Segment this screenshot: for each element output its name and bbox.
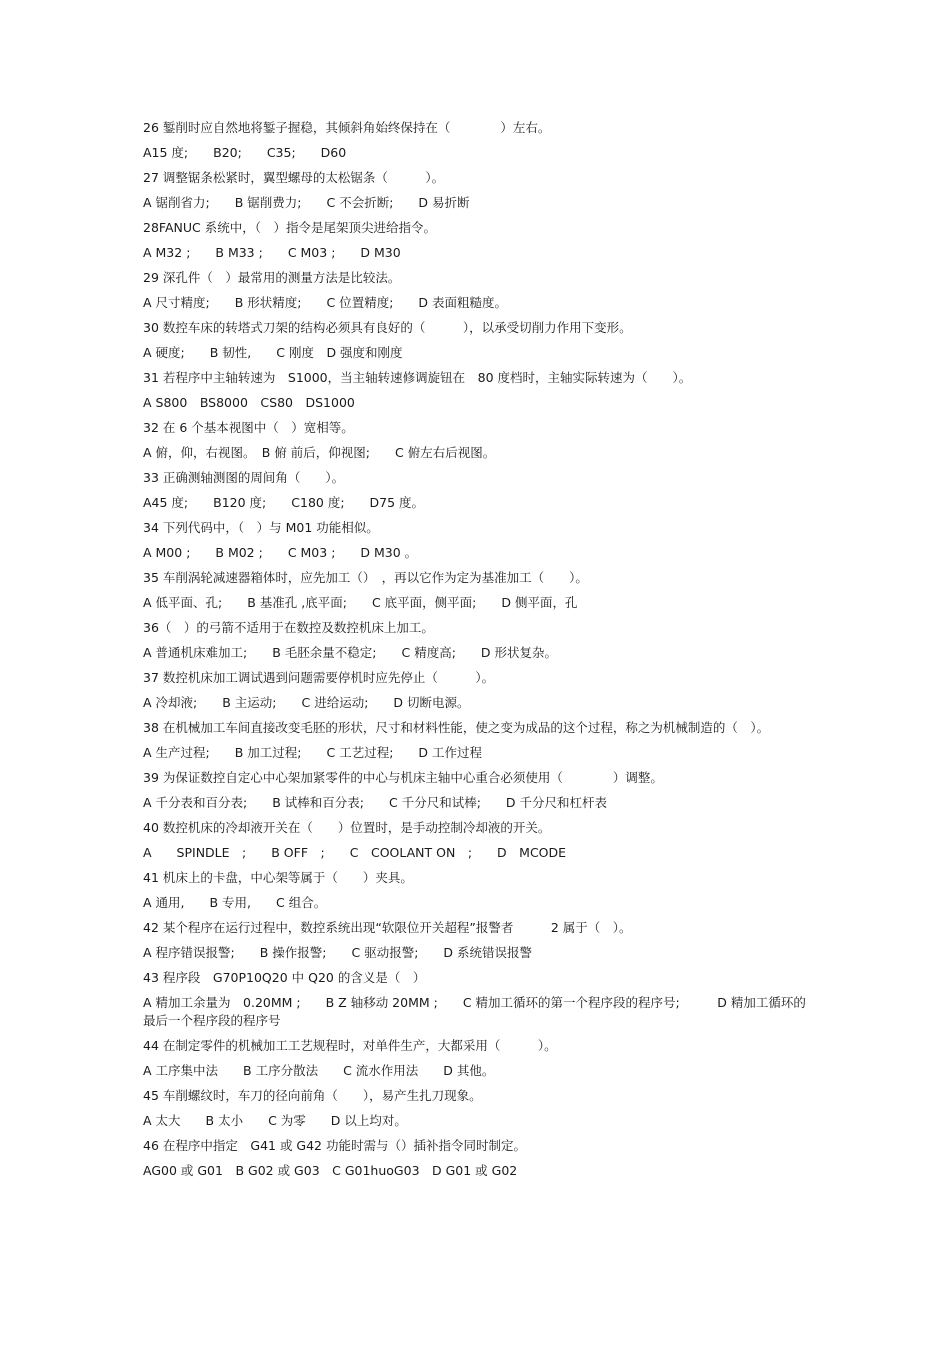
question-text: 30 数控车床的转塔式刀架的结构必须具有良好的（ ），以承受切削力作用下变形。	[143, 320, 632, 335]
answer-options: A45 度; B120 度; C180 度; D75 度。	[143, 495, 425, 510]
question-text: 29 深孔件（ ）最常用的测量方法是比较法。	[143, 270, 401, 285]
answer-options: AG00 或 G01 B G02 或 G03 C G01huoG03 D G01 或 G02	[143, 1163, 518, 1178]
question-text: 33 正确测轴测图的周间角（ ）。	[143, 470, 345, 485]
question-text: 40 数控机床的冷却液开关在（ ）位置时，是手动控制冷却液的开关。	[143, 820, 551, 835]
answer-options: A 锯削省力; B 锯削费力; C 不会折断; D 易折断	[143, 195, 470, 210]
question-text: 28FANUC 系统中，（ ）指令是尾架顶尖进给指令。	[143, 220, 436, 235]
answer-options: A M32 ; B M33 ; C M03 ; D M30	[143, 245, 401, 260]
question-text: 36（ ）的弓箭不适用于在数控及数控机床上加工。	[143, 620, 434, 635]
answer-options: A 工序集中法 B 工序分散法 C 流水作用法 D 其他。	[143, 1063, 495, 1078]
answer-options: A 硬度; B 韧性, C 刚度 D 强度和刚度	[143, 345, 403, 360]
question-text: 31 若程序中主轴转速为 S1000，当主轴转速修调旋钮在 80 度档时，主轴实际转速为（ ）。	[143, 370, 692, 385]
answer-options: A 俯，仰，右视图。 B 俯 前后，仰视图; C 俯左右后视图。	[143, 445, 496, 460]
question-text: 35 车削涡轮减速器箱体时，应先加工（） ，再以它作为定为基准加工（ ）。	[143, 570, 588, 585]
answer-options: A15 度; B20; C35; D60	[143, 145, 347, 160]
answer-options: A 精加工余量为 0.20MM ; B Z 轴移动 20MM ; C 精加工循环的第一个程序段的程序号; D 精加工循环的最后一个程序段的程序号	[143, 995, 806, 1028]
answer-options: A 程序错误报警; B 操作报警; C 驱动报警; D 系统错误报警	[143, 945, 533, 960]
answer-options: A 通用, B 专用, C 组合。	[143, 895, 327, 910]
answer-options: A 冷却液; B 主运动; C 进给运动; D 切断电源。	[143, 695, 470, 710]
question-text: 45 车削螺纹时，车刀的径向前角（ ），易产生扎刀现象。	[143, 1088, 482, 1103]
question-text: 32 在 6 个基本视图中（ ）宽相等。	[143, 420, 354, 435]
question-text: 41 机床上的卡盘，中心架等属于（ ）夹具。	[143, 870, 413, 885]
answer-options: A M00 ; B M02 ; C M03 ; D M30 。	[143, 545, 418, 560]
question-text: 38 在机械加工车间直接改变毛胚的形状，尺寸和材料性能，使之变为成品的这个过程，称之为机械制造的（ ）。	[143, 720, 770, 735]
answer-options: A 尺寸精度; B 形状精度; C 位置精度; D 表面粗糙度。	[143, 295, 508, 310]
answer-options: A 普通机床难加工; B 毛胚余量不稳定; C 精度高; D 形状复杂。	[143, 645, 558, 660]
question-text: 42 某个程序在运行过程中，数控系统出现“软限位开关超程”报警者 2 属于（ ）。	[143, 920, 632, 935]
answer-options: A 低平面、孔; B 基准孔 ,底平面; C 底平面，侧平面; D 侧平面，孔	[143, 595, 578, 610]
answer-options: A S800 BS8000 CS80 DS1000	[143, 395, 355, 410]
question-text: 46 在程序中指定 G41 或 G42 功能时需与（）插补指令同时制定。	[143, 1138, 526, 1153]
answer-options: A SPINDLE ; B OFF ; C COOLANT ON ; D MCODE	[143, 845, 567, 860]
answer-options: A 生产过程; B 加工过程; C 工艺过程; D 工作过程	[143, 745, 483, 760]
question-text: 26 錾削时应自然地将錾子握稳，其倾斜角始终保持在（ ）左右。	[143, 120, 551, 135]
question-text: 34 下列代码中，（ ）与 M01 功能相似。	[143, 520, 379, 535]
answer-options: A 太大 B 太小 C 为零 D 以上均对。	[143, 1113, 407, 1128]
answer-options: A 千分表和百分表; B 试棒和百分表; C 千分尺和试棒; D 千分尺和杠杆表	[143, 795, 608, 810]
question-text: 39 为保证数控自定心中心架加紧零件的中心与机床主轴中心重合必须使用（ ）调整。	[143, 770, 663, 785]
question-text: 43 程序段 G70P10Q20 中 Q20 的含义是（ ）	[143, 970, 426, 985]
question-text: 44 在制定零件的机械加工工艺规程时，对单件生产，大都采用（ ）。	[143, 1038, 557, 1053]
question-text: 27 调整锯条松紧时，翼型螺母的太松锯条（ ）。	[143, 170, 445, 185]
question-text: 37 数控机床加工调试遇到问题需要停机时应先停止（ ）。	[143, 670, 495, 685]
question-list	[143, 119, 813, 1187]
